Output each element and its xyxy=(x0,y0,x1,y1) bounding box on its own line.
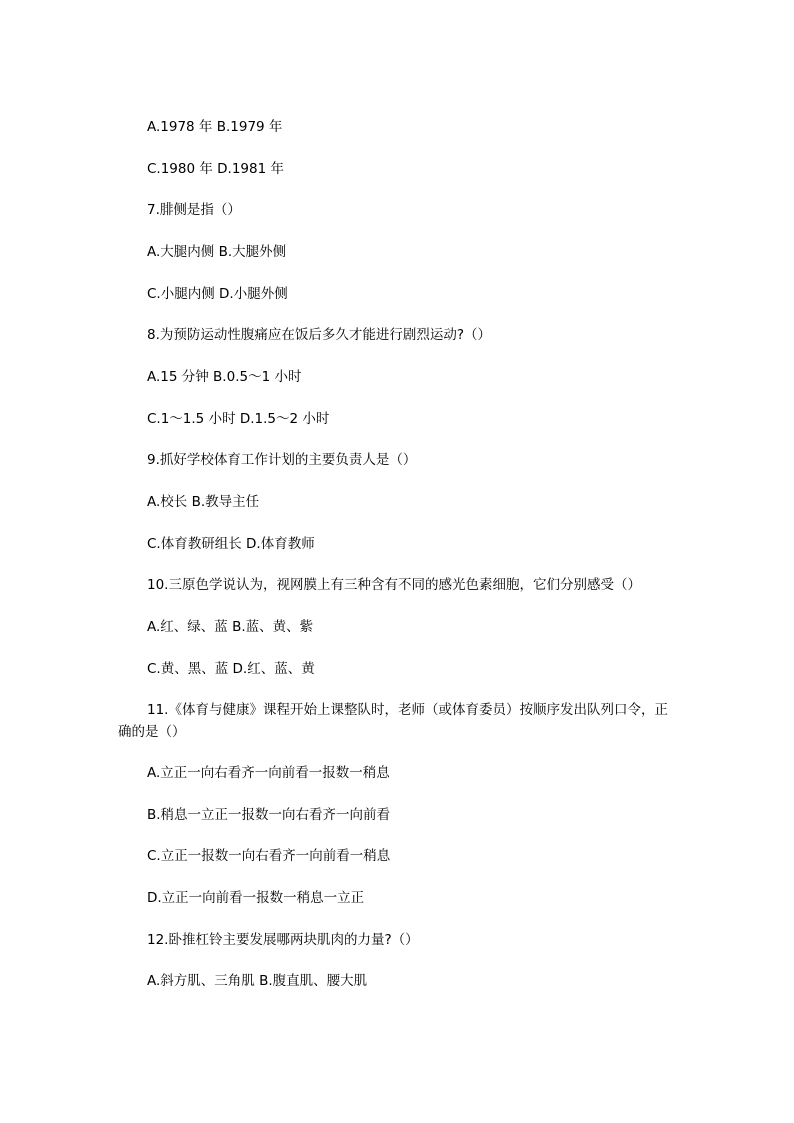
option-line: C.1980 年 D.1981 年 xyxy=(147,161,284,177)
question-line: 10.三原色学说认为，视网膜上有三种含有不同的感光色素细胞，它们分别感受（） xyxy=(147,577,641,593)
option-line: C.立正一报数一向右看齐一向前看一稍息 xyxy=(147,848,391,864)
question-line: 11.《体育与健康》课程开始上课整队时，老师（或体育委员）按顺序发出队列口令，正确的是（） xyxy=(118,702,668,740)
question-line: 8.为预防运动性腹痛应在饭后多久才能进行剧烈运动?（） xyxy=(147,327,492,343)
option-line: C.1～1.5 小时 D.1.5～2 小时 xyxy=(147,411,330,427)
option-line: B.稍息一立正一报数一向右看齐一向前看 xyxy=(147,807,391,823)
option-line: A.1978 年 B.1979 年 xyxy=(147,119,283,135)
option-line: A.红、绿、蓝 B.蓝、黄、紫 xyxy=(147,619,314,635)
option-line: C.黄、黑、蓝 D.红、蓝、黄 xyxy=(147,661,315,677)
option-line: A.校长 B.教导主任 xyxy=(147,494,260,510)
question-line: 12.卧推杠铃主要发展哪两块肌肉的力量?（） xyxy=(147,932,419,948)
question-line: 9.抓好学校体育工作计划的主要负责人是（） xyxy=(147,452,417,468)
option-line: A.大腿内侧 B.大腿外侧 xyxy=(147,244,287,260)
option-line: C.体育教研组长 D.体育教师 xyxy=(147,536,315,552)
question-line: 7.腓侧是指（） xyxy=(147,202,241,218)
option-line: A.斜方肌、三角肌 B.腹直肌、腰大肌 xyxy=(147,973,368,989)
option-line: A.立正一向右看齐一向前看一报数一稍息 xyxy=(147,765,390,781)
option-line: D.立正一向前看一报数一稍息一立正 xyxy=(147,890,365,906)
option-line: A.15 分钟 B.0.5～1 小时 xyxy=(147,369,302,385)
option-line: C.小腿内侧 D.小腿外侧 xyxy=(147,286,288,302)
